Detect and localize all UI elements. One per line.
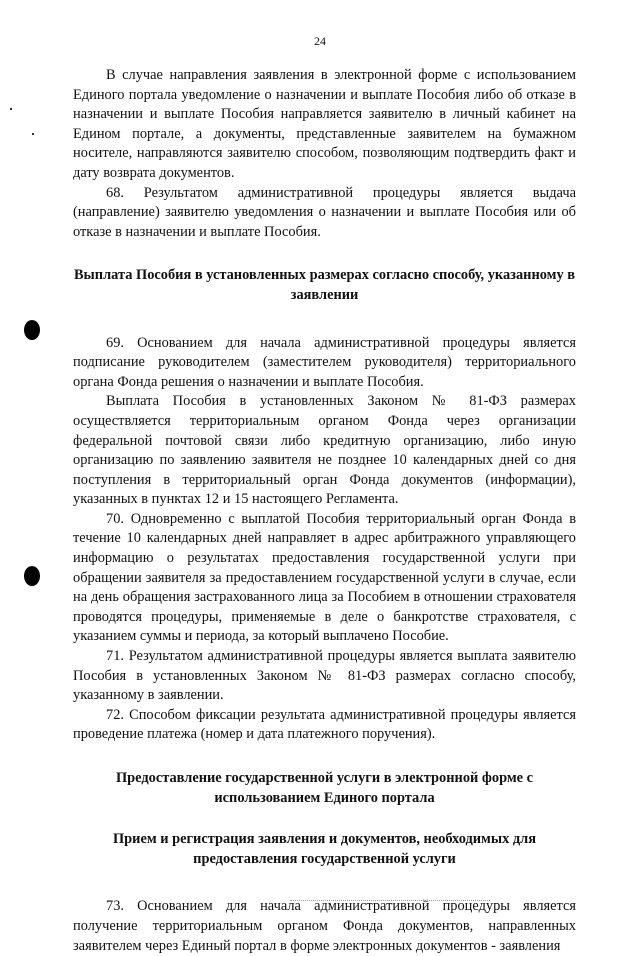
page-number: 24 (314, 34, 326, 48)
scan-speck (32, 133, 34, 135)
scan-speck (10, 108, 12, 110)
document-body (73, 66, 576, 956)
punch-hole (24, 566, 40, 586)
section-heading: Выплата Пособия в установленных размерах согласно способу, указанному в заявлении (73, 267, 576, 303)
paragraph: В случае направления заявления в электронной форме с использованием Единого портала уведомление о назначении и выплате Пособия либо об отказе в назначении и выплате Пособия направляется заявителю в личный кабинет на Едином портале, а документы, представленные заявителем на бумажном носителе, направляются заявителю способом, позволяющим подтвердить факт и дату возврата документов. (73, 67, 576, 181)
scan-artifact (290, 900, 490, 902)
paragraph: 69. Основанием для начала административной процедуры является подписание руководителем (заместителем руководителя) территориального органа Фонда решения о назначении и выплате Пособия. (73, 334, 576, 390)
paragraph: 70. Одновременно с выплатой Пособия территориальный орган Фонда в течение 10 календарных дней направляет в адрес арбитражного управляющего информацию о результатах предоставления государственной услуги при обращении заявителя за предоставлением государственной услуги в случае, если на день обращения застрахованного лица за Пособием в отношении страхователя проводятся процедуры, применяемые в деле о банкротстве страхователя, с указанием суммы и периода, за который выплачено Пособие. (73, 510, 576, 645)
subsection-heading: Прием и регистрация заявления и документов, необходимых для предоставления государственной услуги (112, 831, 537, 867)
paragraph: 71. Результатом административной процедуры является выплата заявителю Пособия в установленных Законом № 81-ФЗ размерах согласно способу, указанному в заявлении. (73, 648, 576, 704)
section-heading: Предоставление государственной услуги в электронной форме с использованием Единого портала (115, 770, 534, 806)
paragraph: 72. Способом фиксации результата административной процедуры является проведение платежа (номер и дата платежного поручения). (73, 706, 576, 743)
paragraph: 68. Результатом административной процедуры является выдача (направление) заявителю уведомления о назначении и выплате Пособия или об отказе в назначении и выплате Пособия. (73, 184, 576, 240)
paragraph: Выплата Пособия в установленных Законом № 81-ФЗ размерах осуществляется территориальным органом Фонда через организации федеральной почтовой связи либо кредитную организацию, либо иную организацию по заявлению заявителя не позднее 10 календарных дней со дня поступления в территориальный орган Фонда документов (информации), указанных в пунктах 12 и 15 настоящего Регламента. (73, 393, 576, 508)
paragraph: 73. Основанием для начала административной процедуры является получение территориальным органом Фонда документов, направленных заявителем через Единый портал в форме электронных документов - заявления (73, 898, 576, 954)
punch-hole (24, 320, 40, 340)
